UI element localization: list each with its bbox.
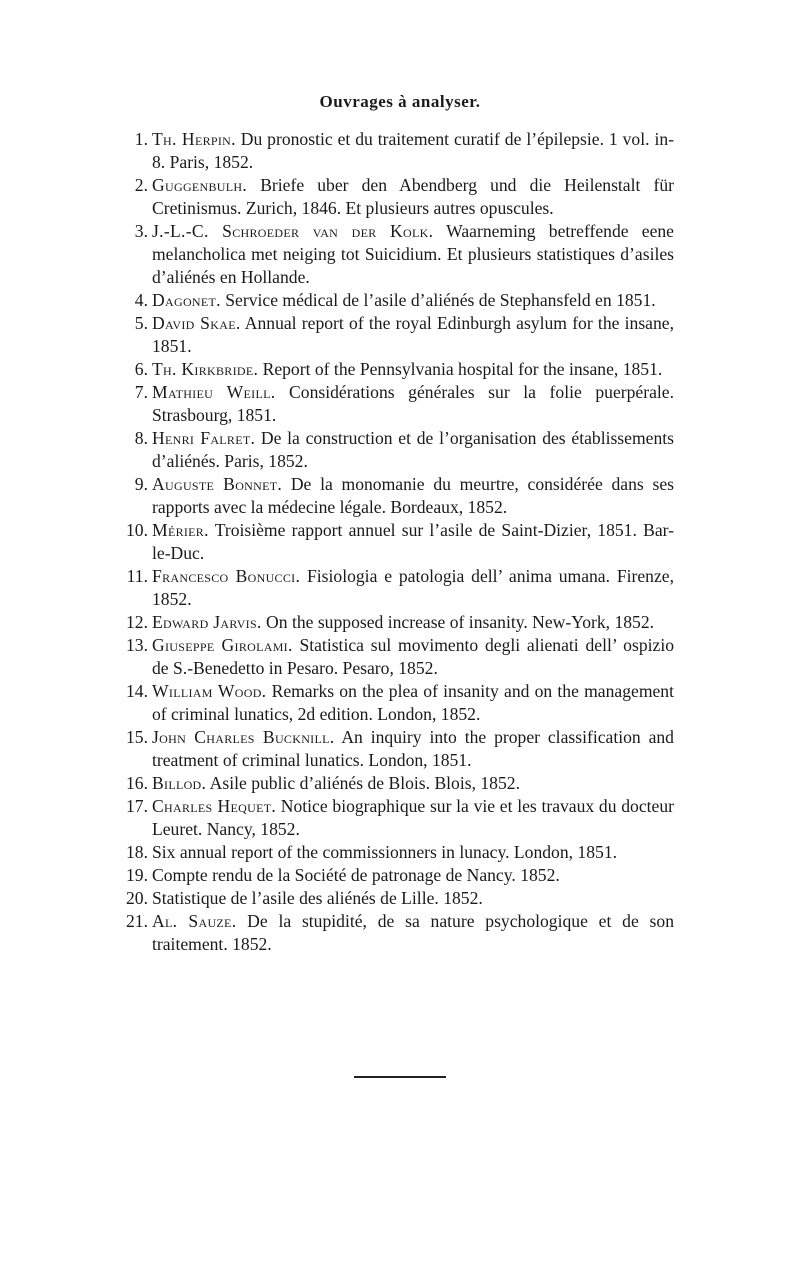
bibliography-entry bbox=[128, 887, 674, 910]
entry-author: Guggenbulh. bbox=[152, 175, 248, 195]
page-heading: Ouvrages à analyser. bbox=[319, 92, 481, 111]
entry-author: Dagonet. bbox=[152, 290, 221, 310]
bibliography-entry bbox=[128, 128, 674, 174]
entry-text: Remarks on the plea of insanity and on the management of criminal lunatics, 2d edition. London, 1852. bbox=[152, 681, 674, 724]
entry-text: Fisiologia e patologia dell’ anima umana. Firenze, 1852. bbox=[152, 566, 674, 609]
entry-number: 17. bbox=[126, 796, 148, 816]
bibliography-entry bbox=[128, 680, 674, 726]
bibliography-entry bbox=[128, 312, 674, 358]
entry-number: 1. bbox=[134, 129, 148, 149]
entry-text: Considérations générales sur la folie puerpérale. Strasbourg, 1851. bbox=[152, 382, 674, 425]
entry-number: 18. bbox=[126, 842, 148, 862]
entry-number: 10. bbox=[126, 520, 148, 540]
entry-author: Giuseppe Girolami. bbox=[152, 635, 293, 655]
entry-text: De la stupidité, de sa nature psychologique et de son traitement. 1852. bbox=[152, 911, 674, 954]
bibliography-entry bbox=[128, 519, 674, 565]
entry-text: Report of the Pennsylvania hospital for the insane, 1851. bbox=[262, 359, 663, 379]
entry-number: 5. bbox=[134, 313, 148, 333]
entry-author: John Charles Bucknill. bbox=[152, 727, 335, 747]
entry-number: 12. bbox=[126, 612, 148, 632]
entry-author: Auguste Bonnet. bbox=[152, 474, 283, 494]
entry-number: 4. bbox=[134, 290, 148, 310]
entry-text: De la monomanie du meurtre, considérée dans ses rapports avec la médecine légale. Bordeaux, 1852. bbox=[152, 474, 674, 517]
entry-text: Asile public d’aliénés de Blois. Blois, 1852. bbox=[209, 773, 520, 793]
bibliography-entry bbox=[128, 795, 674, 841]
entry-text: Service médical de l’asile d’aliénés de Stephansfeld en 1851. bbox=[225, 290, 656, 310]
entry-text: De la construction et de l’organisation des établissements d’aliénés. Paris, 1852. bbox=[152, 428, 674, 471]
entry-number: 2. bbox=[134, 175, 148, 195]
entry-text: Notice biographique sur la vie et les travaux du docteur Leuret. Nancy, 1852. bbox=[152, 796, 674, 839]
entry-number: 14. bbox=[126, 681, 148, 701]
bibliography-entry bbox=[128, 427, 674, 473]
bibliography-entry bbox=[128, 864, 674, 887]
bibliography-entry bbox=[128, 910, 674, 956]
entry-text: Waarneming betreffende eene melancholica met neiging tot Suicidium. Et plusieurs statistiques d’asiles d’aliénés en Hollande. bbox=[152, 221, 674, 287]
entry-author: Francesco Bonucci. bbox=[152, 566, 301, 586]
entry-text: Statistica sul movimento degli alienati dell’ ospizio de S.-Benedetto in Pesaro. Pesaro, 1852. bbox=[152, 635, 675, 678]
entry-author: Th. Herpin. bbox=[152, 129, 236, 149]
entry-number: 7. bbox=[134, 382, 148, 402]
bibliography-entry bbox=[128, 289, 674, 312]
bibliography-list bbox=[128, 128, 674, 956]
entry-number: 19. bbox=[126, 865, 148, 885]
entry-text: An inquiry into the proper classification and treatment of criminal lunatics. London, 1851. bbox=[152, 727, 674, 770]
entry-author: Charles Hequet. bbox=[152, 796, 277, 816]
entry-author: J.-L.-C. Schroeder van der Kolk. bbox=[152, 221, 434, 241]
closing-rule bbox=[354, 1076, 446, 1078]
entry-text: Six annual report of the commissionners in lunacy. London, 1851. bbox=[152, 842, 618, 862]
entry-text: Annual report of the royal Edinburgh asylum for the insane, 1851. bbox=[152, 313, 674, 356]
bibliography-entry bbox=[128, 358, 674, 381]
entry-author: Billod. bbox=[152, 773, 207, 793]
bibliography-entry bbox=[128, 381, 674, 427]
entry-number: 3. bbox=[134, 221, 148, 241]
entry-number: 13. bbox=[126, 635, 148, 655]
bibliography-entry bbox=[128, 473, 674, 519]
bibliography-entry bbox=[128, 726, 674, 772]
entry-text: Compte rendu de la Société de patronage de Nancy. 1852. bbox=[152, 865, 560, 885]
entry-number: 8. bbox=[134, 428, 148, 448]
entry-author: David Skae. bbox=[152, 313, 241, 333]
entry-number: 21. bbox=[126, 911, 148, 931]
entry-author: Th. Kirkbride. bbox=[152, 359, 259, 379]
bibliography-entry bbox=[128, 841, 674, 864]
bibliography-entry bbox=[128, 634, 674, 680]
entry-text: Briefe uber den Abendberg und die Heilenstalt für Cretinismus. Zurich, 1846. Et plusieurs autres opuscules. bbox=[152, 175, 675, 218]
entry-number: 20. bbox=[126, 888, 148, 908]
bibliography-entry bbox=[128, 611, 674, 634]
entry-number: 11. bbox=[126, 566, 148, 586]
entry-author: Al. Sauze. bbox=[152, 911, 237, 931]
entry-author: Edward Jarvis. bbox=[152, 612, 262, 632]
entry-author: William Wood. bbox=[152, 681, 267, 701]
entry-text: Statistique de l’asile des aliénés de Lille. 1852. bbox=[152, 888, 483, 908]
entry-number: 9. bbox=[134, 474, 148, 494]
bibliography-entry bbox=[128, 772, 674, 795]
bibliography-entry bbox=[128, 174, 674, 220]
entry-author: Henri Falret. bbox=[152, 428, 256, 448]
entry-author: Mérier. bbox=[152, 520, 209, 540]
bibliography-entry bbox=[128, 220, 674, 289]
entry-number: 15. bbox=[126, 727, 148, 747]
entry-author: Mathieu Weill. bbox=[152, 382, 276, 402]
entry-text: Du pronostic et du traitement curatif de l’épilepsie. 1 vol. in-8. Paris, 1852. bbox=[152, 129, 674, 172]
entry-text: On the supposed increase of insanity. New-York, 1852. bbox=[266, 612, 655, 632]
entry-number: 6. bbox=[134, 359, 148, 379]
bibliography-entry bbox=[128, 565, 674, 611]
entry-number: 16. bbox=[126, 773, 148, 793]
entry-text: Troisième rapport annuel sur l’asile de Saint-Dizier, 1851. Bar-le-Duc. bbox=[152, 520, 674, 563]
